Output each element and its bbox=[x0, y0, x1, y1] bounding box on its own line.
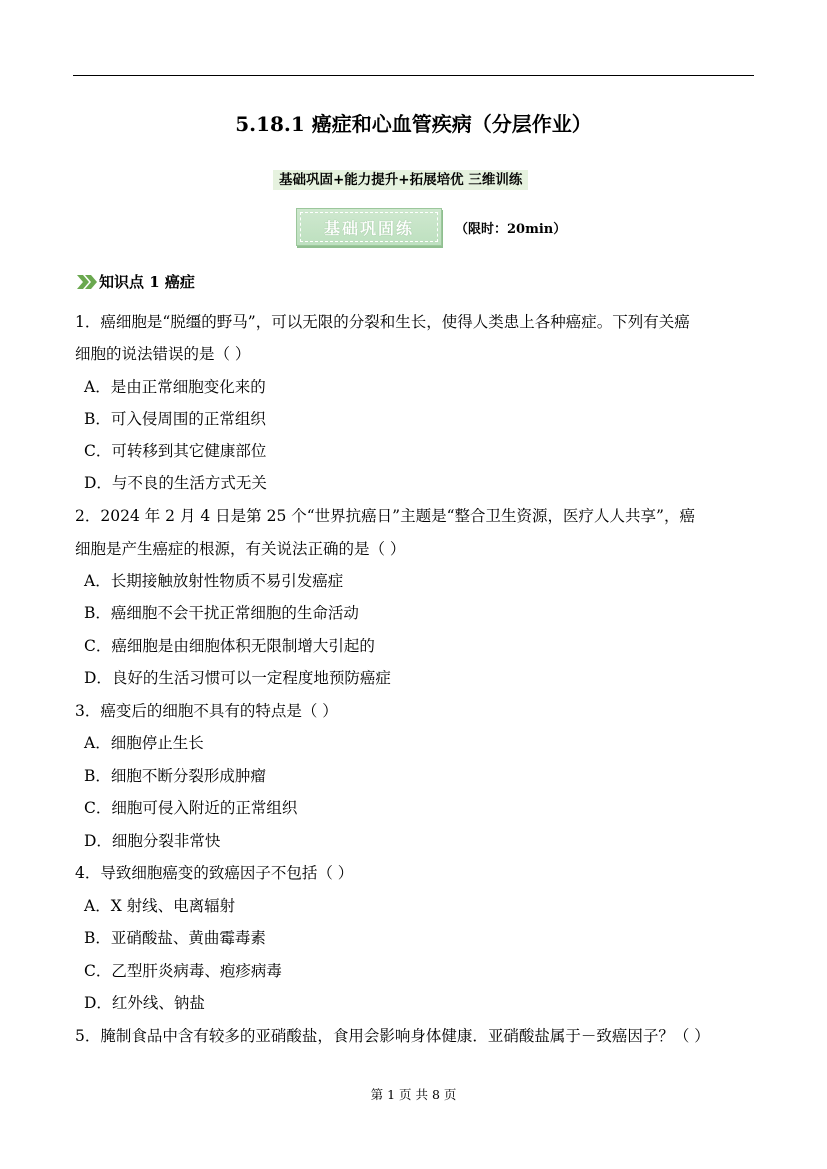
option-d: D．细胞分裂非常快 bbox=[84, 832, 221, 850]
option-a: A．细胞停止生长 bbox=[84, 734, 204, 752]
option-d: D．良好的生活习惯可以一定程度地预防癌症 bbox=[84, 669, 391, 687]
question-stem: 1．癌细胞是“脱缰的野马”，可以无限的分裂和生长，使得人类患上各种癌症。下列有关癌 bbox=[75, 313, 690, 331]
option-b: B．癌细胞不会干扰正常细胞的生命活动 bbox=[84, 604, 359, 622]
time-limit: （限时：20min） bbox=[455, 222, 567, 237]
subtitle: 基础巩固+能力提升+拓展培优 三维训练 bbox=[273, 170, 528, 190]
question-stem: 4．导致细胞癌变的致癌因子不包括（ ） bbox=[75, 864, 354, 882]
option-a: A．X 射线、电离辐射 bbox=[84, 897, 236, 915]
section-badge bbox=[296, 208, 442, 246]
question-stem: 5．腌制食品中含有较多的亚硝酸盐，食用会影响身体健康．亚硝酸盐属于－致癌因子？（ ） bbox=[75, 1027, 710, 1045]
option-c: C．癌细胞是由细胞体积无限制增大引起的 bbox=[84, 637, 375, 655]
question-stem-cont: 细胞是产生癌症的根源，有关说法正确的是（ ） bbox=[75, 540, 406, 558]
option-b: B．亚硝酸盐、黄曲霉毒素 bbox=[84, 929, 266, 947]
section-title: 知识点 1 癌症 bbox=[99, 273, 195, 291]
page-footer: 第 1 页 共 8 页 bbox=[370, 1087, 457, 1102]
option-d: D．与不良的生活方式无关 bbox=[84, 474, 267, 492]
question-stem-cont: 细胞的说法错误的是（ ） bbox=[75, 345, 251, 363]
option-c: C．可转移到其它健康部位 bbox=[84, 442, 267, 460]
question-stem: 2．2024 年 2 月 4 日是第 25 个“世界抗癌日”主题是“整合卫生资源，医疗人人共享”，癌 bbox=[75, 507, 695, 525]
section-heading bbox=[77, 271, 195, 292]
question-stem: 3．癌变后的细胞不具有的特点是（ ） bbox=[75, 702, 338, 720]
page-title: 5.18.1 癌症和心血管疾病（分层作业） bbox=[235, 112, 592, 136]
option-a: A．是由正常细胞变化来的 bbox=[84, 378, 266, 396]
double-chevron-icon bbox=[77, 275, 97, 289]
option-d: D．红外线、钠盐 bbox=[84, 994, 205, 1012]
top-rule bbox=[73, 75, 754, 76]
option-c: C．乙型肝炎病毒、疱疹病毒 bbox=[84, 962, 282, 980]
badge-label: 基础巩固练 bbox=[300, 212, 438, 242]
option-b: B．可入侵周围的正常组织 bbox=[84, 410, 266, 428]
option-c: C．细胞可侵入附近的正常组织 bbox=[84, 799, 298, 817]
option-a: A．长期接触放射性物质不易引发癌症 bbox=[84, 572, 344, 590]
option-b: B．细胞不断分裂形成肿瘤 bbox=[84, 767, 266, 785]
